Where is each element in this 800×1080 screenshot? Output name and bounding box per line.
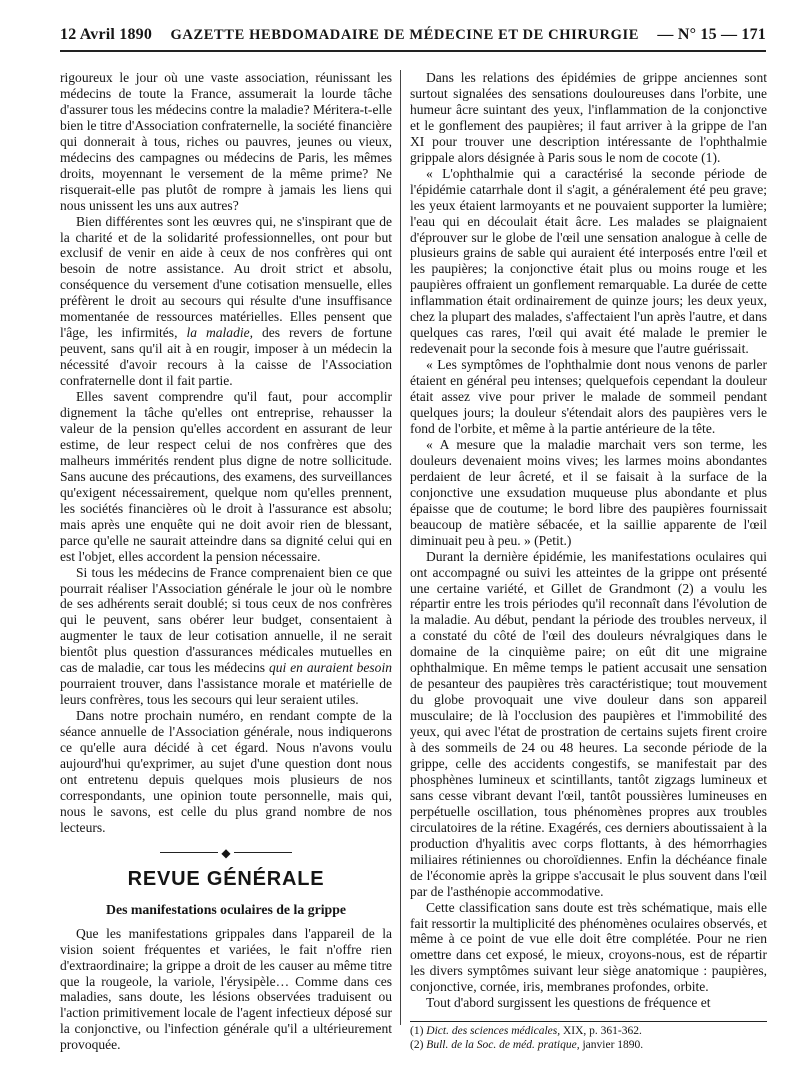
section-divider xyxy=(60,845,392,860)
footnote xyxy=(410,1039,767,1053)
paragraph: rigoureux le jour où une vaste association, réunissant les médecins de toute la France, assumerait la lourde tâche d'assurer tous les médecins contre la maladie? Méritera-t-elle bien le titre d'Association confraternelle, la société financière qui donnerait à tous, riches ou pauvres, jeunes ou vieux, médecins des campagnes ou médecins de Paris, les mêmes droits, moyennant le versement de la même prime? Ne risquerait-elle pas plutôt de rompre à jamais les liens qui nous unissent les uns aux autres? xyxy=(60,70,392,213)
running-header xyxy=(60,20,766,52)
citation-detail: janvier 1890. xyxy=(579,1038,644,1051)
quoted-paragraph: « Les symptômes de l'ophthalmie dont nous venons de parler étaient en général peu intenses; quelquefois cependant la douleur était assez vive pour priver le malade de sommeil pendant quelques jours; la douleur s'étendait alors des paupières vers le fond de l'orbite, et même à la partie antérieure de la tête. xyxy=(410,357,767,436)
section-title: REVUE GÉNÉRALE xyxy=(127,867,325,890)
paragraph: Durant la dernière épidémie, les manifestations oculaires qui ont accompagné ou suivi les atteintes de la grippe ont présenté une certaine variété, et Gillet de Grandmont (2) a voulu les répartir entre les trois périodes qu'il reconnaît dans l'évolution de la maladie. Au début, pendant la période des troubles nerveux, il a constaté du côté de l'œil des douleurs névralgiques dans le domaine de la cinquième paire; on eût dit une migraine ophthalmique. En même temps le patient accusait une sensation de pesanteur des paupières très caractéristique; tout mouvement du globe provoquait une vive douleur dans son appareil musculaire; de là l'occlusion des paupières et l'immobilité des yeux, qui avec l'état de prostration de certains sujets firent croire à des sommeils de 24 ou 48 heures. La seconde période de la grippe, celle des accidents congestifs, se manifestait par des phosphènes lumineux et scintillants, tantôt zigzags lumineux et sans cesse vibrant devant l'œil, tantôt poussières lumineuses en perpétuelle oscillation, tous phénomènes propres aux troubles circulatoires de la rétine. Exagérés, ces derniers aboutissaient à la production d'hyalitis avec corps flottants, à des hémorrhagies miliaires rétiniennes ou choroïdiennes. Enfin la déchéance finale de l'économie après la grippe s'accusait le plus souvent dans l'œil par de l'asthénopie accommodative. xyxy=(410,548,767,899)
emphasis-text: qui en auraient besoin xyxy=(268,660,392,676)
divider-line xyxy=(234,852,292,853)
text-run: pourraient trouver, dans l'assistance morale et matérielle de leurs confrères, tous les secours qui leur seraient utiles. xyxy=(60,676,392,708)
right-column xyxy=(410,70,767,1052)
text-run: des revers de fortune peuvent, sans qu'il ait à en rougir, imposer à un médecin la nécessité d'avoir recours à la caisse de l'Association confraternelle dont il fait partie. xyxy=(60,325,392,389)
left-column xyxy=(60,70,392,1053)
journal-title: GAZETTE HEBDOMADAIRE DE MÉDECINE ET DE CHIRURGIE xyxy=(170,26,639,43)
column-rule xyxy=(400,70,401,1025)
divider-line xyxy=(160,852,218,853)
footnote xyxy=(410,1025,767,1039)
footnote-number: (2) xyxy=(410,1038,427,1051)
citation-detail: XIX, p. 361-362. xyxy=(560,1025,642,1038)
emphasis-text: la maladie, xyxy=(186,325,254,341)
citation-title: Bull. de la Soc. de méd. pratique, xyxy=(426,1038,580,1051)
paragraph: Dans les relations des épidémies de grippe anciennes sont surtout signalées des sensations douloureuses dans l'orbite, une humeur âcre suintant des yeux, l'inflammation de la conjonctive et le gonflement des paupières; il faut arriver à la grippe de l'an XI pour trouver une description intéressante de l'ophthalmie grippale alors désignée à Paris sous le nom de cocote (1). xyxy=(410,70,767,165)
issue-page-number: — N° 15 — 171 xyxy=(657,26,766,43)
paragraph: Cette classification sans doute est très schématique, mais elle fait ressortir la multiplicité des phénomènes oculaires observés, et même à ce point de vue elle doit être complétée. Pour ne rien omettre dans cet exposé, le mieux, croyons-nous, est de répartir les divers symptômes suivant leur siège anatomique : paupières, conjonctive, cornée, iris, membranes profondes, orbite. xyxy=(410,899,768,995)
diamond-ornament-icon: ◆ xyxy=(221,845,231,860)
paragraph: Que les manifestations grippales dans l'appareil de la vision soient fréquentes et variées, le fait n'offre rien d'extraordinaire; la grippe a droit de les causer au même titre que la rougeole, la variole, l'érysipèle… Comme dans ces maladies, sans doute, les lésions observées traduisent ou l'action primitivement locale de l'agent infectieux déposé sur la conjonctive, ou l'infection générale qu'il a ultérieurement provoquée. xyxy=(60,925,392,1053)
text-run: Bien différentes sont les œuvres qui, ne s'inspirant que de la charité et de la solidarité professionnelles, ont pour but exclusif de venir en aide à ceux de nos confrères qui ont besoin de notre assistance. Au droit strict et absolu, conséquence du versement d'une cotisation mensuelle, elles préfèrent le droit au secours qui résulte d'une insuffisance momentanée de ressources matérielles. Elles pensent que l'âge, les infirmités, xyxy=(60,213,392,341)
quoted-paragraph: « A mesure que la maladie marchait vers son terme, les douleurs devenaient moins vives; les larmes moins abondantes perdaient de leur âcreté, et il se faisait à la surface de la conjonctive une exsudation muqueuse plus abondante et plus épaisse que de coutume; le bord libre des paupières fournissait beaucoup de matière sébacée, et la saillie apparente de l'œil diminuait peu à peu. » (Petit.) xyxy=(410,436,767,548)
paragraph: Dans notre prochain numéro, en rendant compte de la séance annuelle de l'Association générale, nous indiquerons ce qu'elle aura décidé à cet égard. Nous n'avons voulu aujourd'hui qu'exprimer, au sujet d'une question dont nous ont entretenu depuis quelques mois plusieurs de nos correspondants, une opinion toute personnelle, mais qui, nous le savons, est celle du plus grand nombre de nos lecteurs. xyxy=(60,708,392,835)
footnotes xyxy=(410,1021,767,1052)
article-subtitle: Des manifestations oculaires de la grippe xyxy=(105,901,347,917)
paragraph xyxy=(60,565,392,709)
header-date: 12 Avril 1890 xyxy=(60,26,153,43)
paragraph: Tout d'abord surgissent les questions de fréquence et xyxy=(426,995,711,1011)
citation-title: Dict. des sciences médicales, xyxy=(426,1025,561,1038)
footnote-number: (1) xyxy=(410,1025,427,1038)
quoted-paragraph: « L'ophthalmie qui a caractérisé la seconde période de l'épidémie catarrhale dont il s'agit, a généralement été peu grave; les yeux étaient larmoyants et ne pouvaient supporter la lumière; l'eau qui en découlait était âcre. Les malades se plaignaient d'éprouver sur le globe de l'œil une sensation analogue à celle de plusieurs grains de sable qui auraient été interposés entre l'œil et les paupières; la conjonctive était plus ou moins rouge et les paupières offraient un gonflement remarquable. La durée de cette inflammation était ordinairement de quinze jours; les deux yeux, chez la plupart des malades, s'affectaient l'un après l'autre, et dans quelques cas rares, l'œil qui avait été malade le premier le redevenait pour la seconde fois à mesure que l'autre guérissait. xyxy=(410,165,767,357)
text-run: Si tous les médecins de France comprenaient bien ce que pourrait réaliser l'Association générale le jour où le nombre de ses adhérents serait doublé; si tous ceux de nos confrères qui le peuvent, sans obérer leur budget, consentaient à augmenter le taux de leur cotisation annuelle, il ne serait bientôt plus question d'assurances médicales mutuelles en cas de maladie, car tous les médecins xyxy=(60,564,392,676)
paragraph xyxy=(60,214,392,389)
paragraph: Elles savent comprendre qu'il faut, pour accomplir dignement la tâche qu'elles ont entreprise, rehausser la valeur de la pension qu'elles accordent en assurant de leur estime, de leur respect celui de nos confrères que des malheurs immérités rendent plus digne de notre sollicitude. Sans aucune des précautions, des examens, des surveillances qu'exigent nécessairement, quelque nom qu'elles prennent, les sociétés financières où le droit à l'assurance est absolu; mais après une enquête qui ne doit avoir rien de blessant, parce qu'elle ne saurait atteindre dans sa dignité celui qui en est l'objet, elles accordent la pension nécessaire. xyxy=(60,389,392,564)
